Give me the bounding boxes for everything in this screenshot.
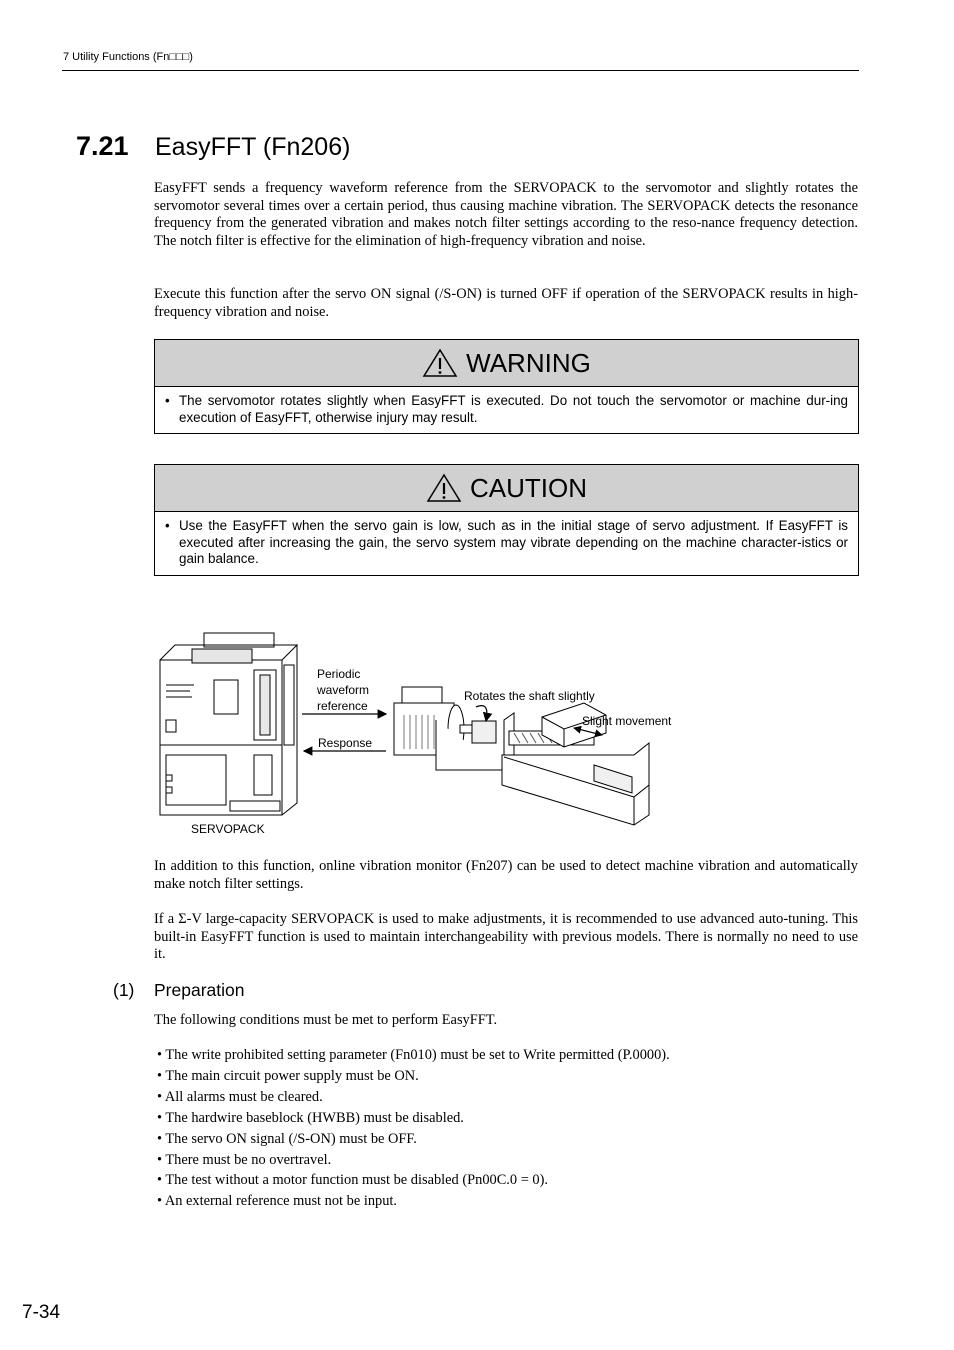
rotates-label: Rotates the shaft slightly xyxy=(464,689,595,703)
servopack-label: SERVOPACK xyxy=(191,822,265,836)
warning-header xyxy=(155,340,858,387)
preparation-list xyxy=(157,1045,670,1212)
caution-title: CAUTION xyxy=(470,472,587,503)
warning-title: WARNING xyxy=(466,347,591,378)
page-number: 7-34 xyxy=(22,1302,61,1323)
preparation-lead: The following conditions must be met to perform EasyFFT. xyxy=(154,1012,498,1028)
warning-body xyxy=(155,387,858,433)
list-item: • There must be no overtravel. xyxy=(157,1151,332,1168)
periodic-label-1: Periodic xyxy=(317,667,361,681)
caution-text: Use the EasyFFT when the servo gain is low, such as in the initial stage of servo adjustment. If EasyFFT is executed after increasing the gain, the servo system may vibrate depending on the machine character-istics or gain balance. xyxy=(179,518,848,566)
list-item: • The write prohibited setting parameter (Fn010) must be set to Write permitted (P.0000). xyxy=(157,1047,670,1063)
list-item: • All alarms must be cleared. xyxy=(157,1088,323,1105)
easyfft-diagram xyxy=(154,625,674,845)
warning-text: The servomotor rotates slightly when EasyFFT is executed. Do not touch the servomotor or machine dur-ing execution of EasyFFT, otherwise injury may result. xyxy=(179,393,848,425)
caution-body xyxy=(155,512,858,575)
slight-movement-label: Slight movement xyxy=(582,714,672,728)
preparation-number: (1) xyxy=(113,980,135,1000)
list-item: • The servo ON signal (/S-ON) must be OFF. xyxy=(157,1130,417,1147)
running-header: 7 Utility Functions (Fn□□□) xyxy=(63,51,193,63)
periodic-label-2: waveform xyxy=(317,683,370,697)
preparation-title: Preparation xyxy=(154,980,245,1000)
warning-box xyxy=(154,339,859,434)
servopack-drawing xyxy=(160,633,297,815)
response-label: Response xyxy=(318,736,373,750)
warning-triangle-icon xyxy=(422,348,458,378)
list-item: • The test without a motor function must be disabled (Pn00C.0 = 0). xyxy=(157,1172,548,1189)
caution-box xyxy=(154,464,859,576)
list-item: • The hardwire baseblock (HWBB) must be disabled. xyxy=(157,1109,464,1126)
intro-paragraph-2: Execute this function after the servo ON signal (/S-ON) is turned OFF if operation of the SERVOPACK results in high-frequency vibration and noise. xyxy=(154,286,858,320)
intro-paragraph-1: EasyFFT sends a frequency waveform reference from the SERVOPACK to the servomotor and slightly rotates the servomotor several times over a certain period, thus causing machine vibration. The SERVOPACK detects the resonance frequency from the generated vibration and makes notch filter settings according to the reso-nance frequency detection. The notch filter is effective for the elimination of high-frequency vibration and noise. xyxy=(154,180,858,249)
rotation-arrow xyxy=(476,706,487,721)
warning-bullet: • xyxy=(165,393,170,408)
caution-bullet: • xyxy=(165,518,170,533)
after-paragraph-2: If a Σ-V large-capacity SERVOPACK is used to make adjustments, it is recommended to use advanced auto-tuning. This built-in EasyFFT function is used to maintain interchangeability with previous models. There is normally no need to use it. xyxy=(154,911,858,962)
easyfft-figure xyxy=(154,625,674,845)
section-number: 7.21 xyxy=(76,131,129,161)
header-rule xyxy=(62,70,859,71)
preparation-heading xyxy=(113,980,244,1001)
list-item: • An external reference must not be input. xyxy=(157,1193,398,1210)
after-paragraph-1: In addition to this function, online vibration monitor (Fn207) can be used to detect machine vibration and automatically make notch filter settings. xyxy=(154,858,858,892)
section-title: EasyFFT (Fn206) xyxy=(155,133,351,161)
caution-triangle-icon xyxy=(426,473,462,503)
list-item: • The main circuit power supply must be ON. xyxy=(157,1067,419,1084)
periodic-label-3: reference xyxy=(317,699,368,713)
caution-header xyxy=(155,465,858,512)
